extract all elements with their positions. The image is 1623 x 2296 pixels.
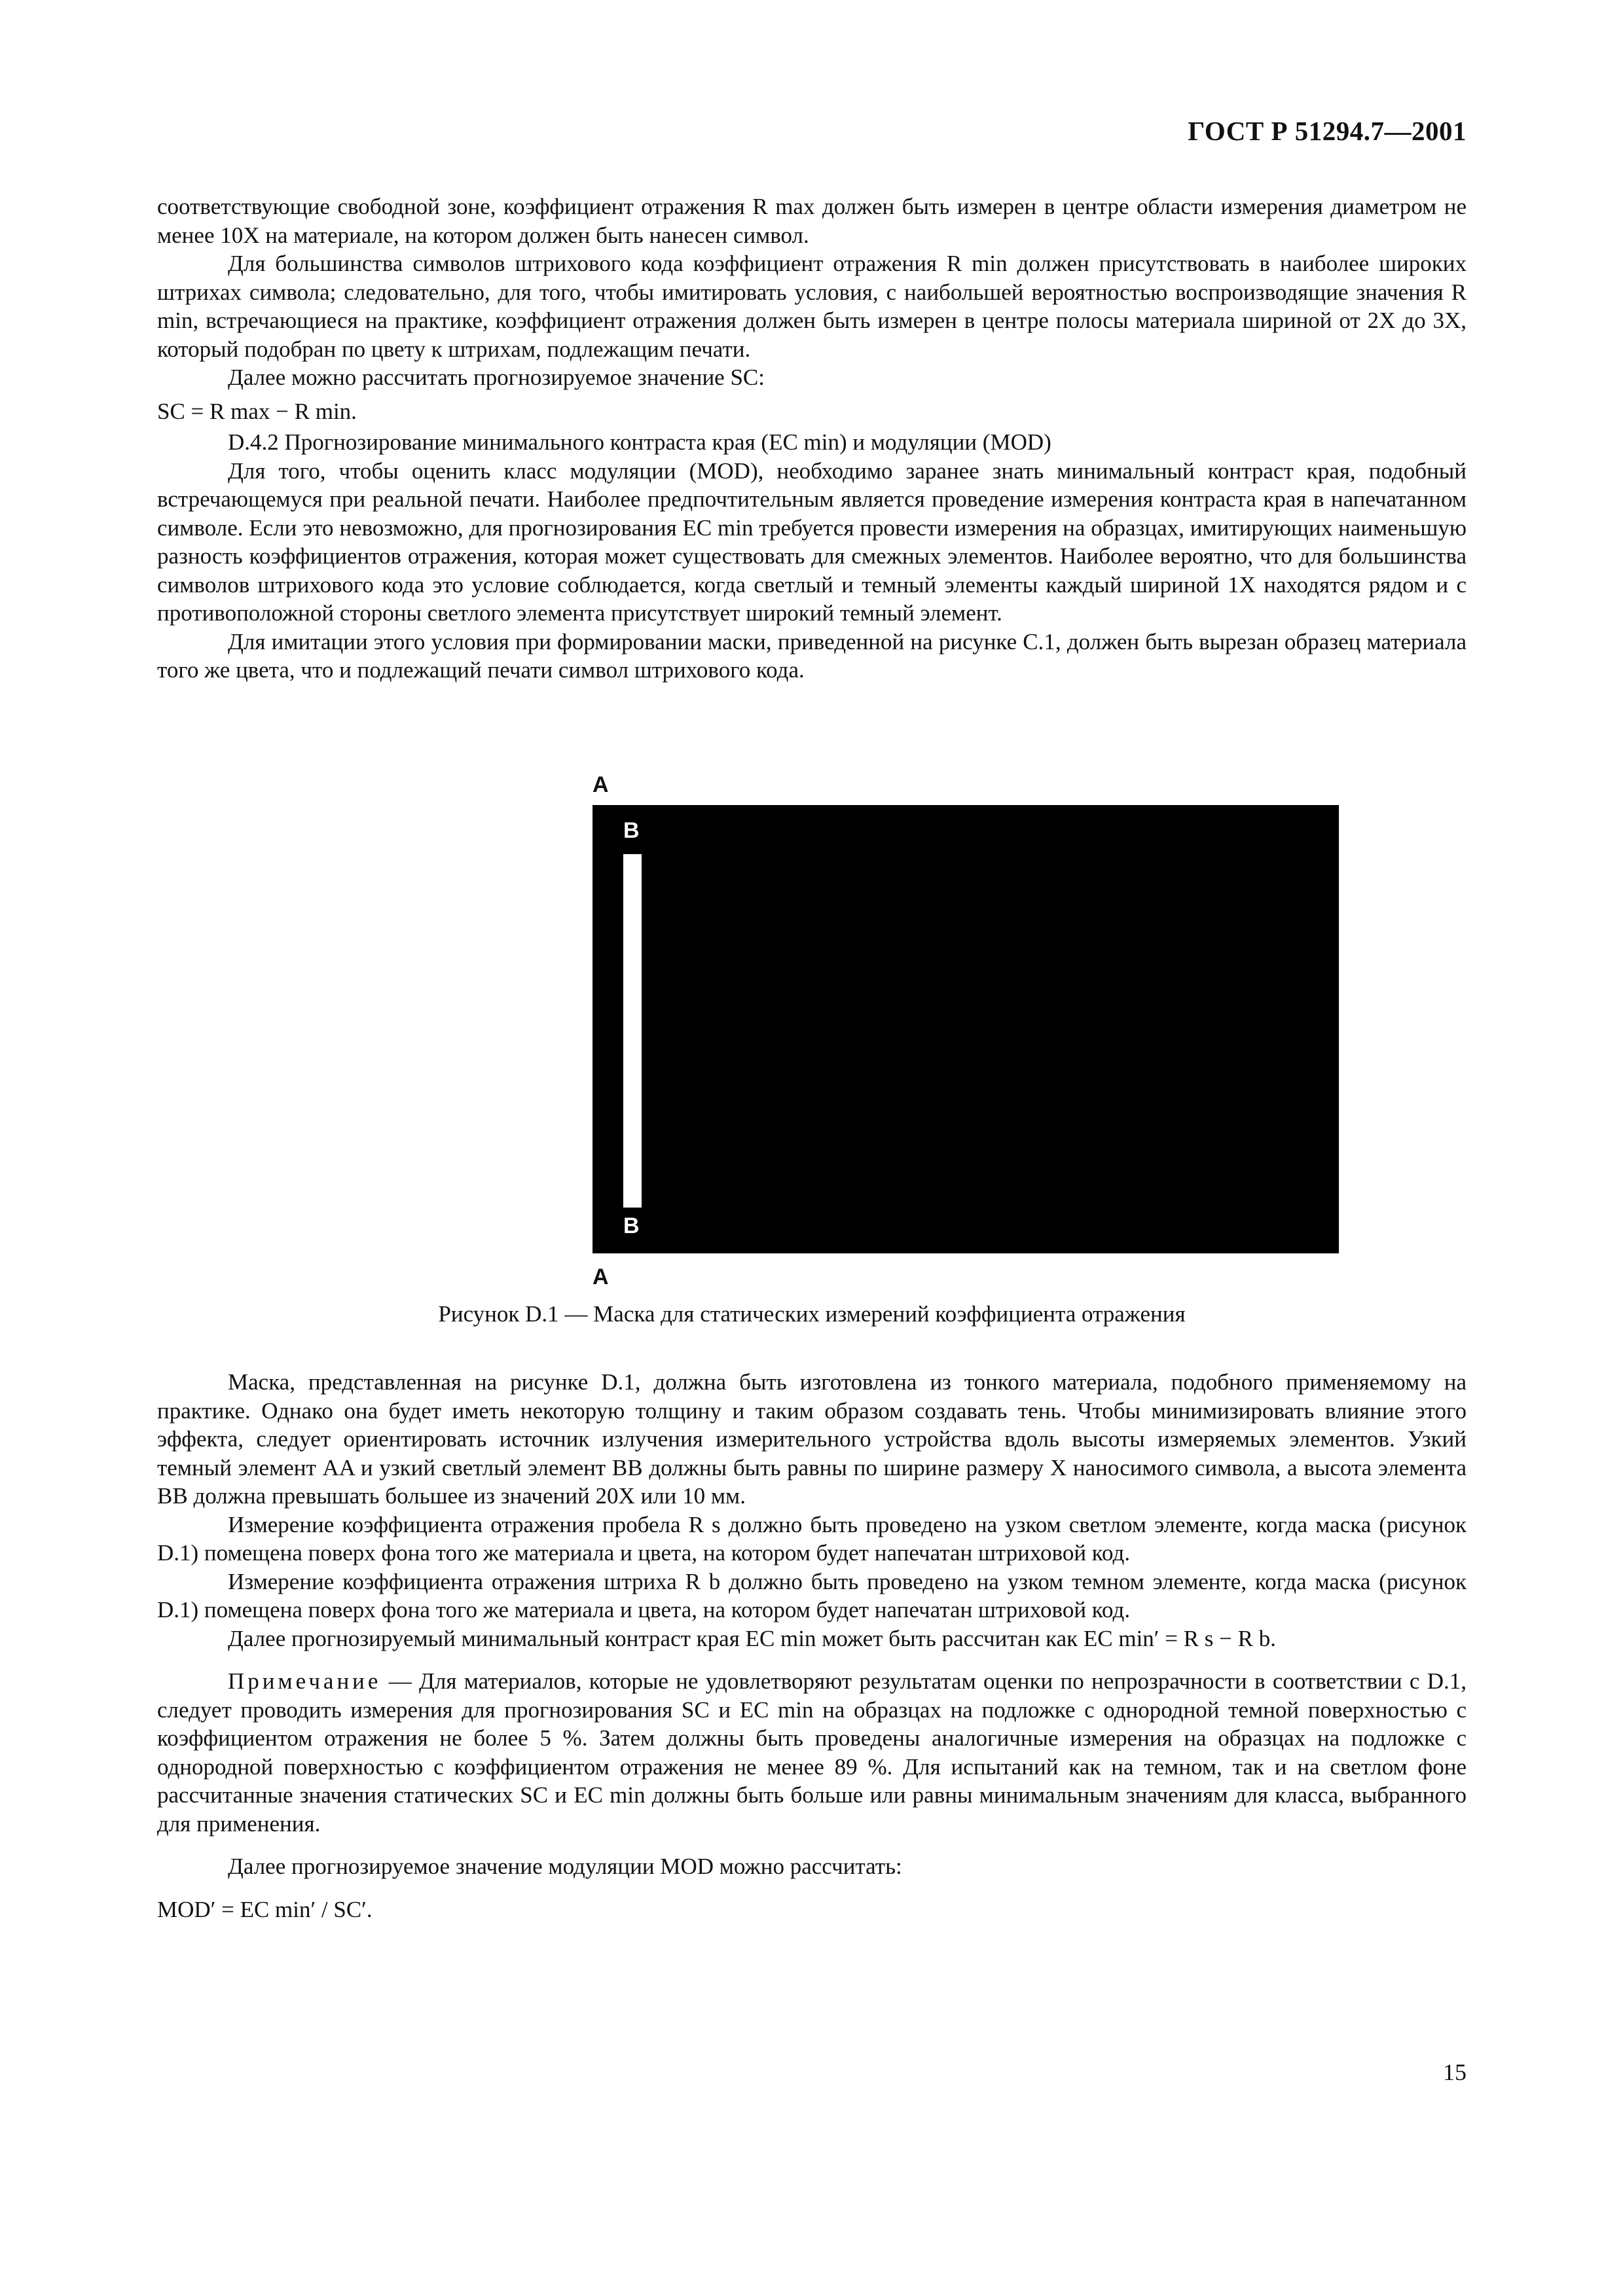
paragraph-mod: Для того, чтобы оценить класс модуляции (MOD), необходимо заранее знать минимальный контраст края, подобный встречающемуся при реальной печати. Наиболее предпочтительным является проведение измерения контраста края в напечатанном символе. Если это невозможно, для прогнозирования EC min требуется провести измерения на образцах, имитирующих наименьшую разность коэффициентов отражения, которая может существовать для смежных элементов. Наиболее вероятно, что для большинства символов штрихового кода это условие соблюдается, когда светлый и темный элементы каждый шириной 1X находятся рядом и с противоположной стороны светлого элемента присутствует широкий темный элемент. [157,457,1467,626]
paragraph-rmax: соответствующие свободной зоне, коэффициент отражения R max должен быть измерен в центре области измерения диаметром не менее 10X на материале, на котором должен быть нанесен символ. [157,194,1467,248]
label-a-top: A [593,772,609,797]
paragraph-rb: Измерение коэффициента отражения штриха R b должно быть проведено на узком темном элементе, когда маска (рисунок D.1) помещена поверх фона того же материала и цвета, на котором будет напечатан штриховой код. [157,1568,1467,1623]
page-number: 15 [1443,2059,1467,2085]
narrow-light-element-bb [623,854,642,1208]
document-page [157,0,1467,2296]
text-block-upper [157,192,1467,685]
paragraph-rmin: Для большинства символов штрихового кода коэффициент отражения R min должен присутствовать в наиболее широких штрихах символа; следовательно, для того, чтобы имитировать условия, с наибольшей вероятностью воспроизводящие значения R min, встречающиеся на практике, коэффициент отражения должен быть измерен в центре полосы материала шириной от 2X до 3X, который подобран по цвету к штрихам, подлежащим печати. [157,251,1467,362]
standard-header: ГОСТ Р 51294.7—2001 [1188,116,1467,146]
mask-dark-area [593,805,1339,1253]
section-heading-d42: D.4.2 Прогнозирование минимального контраста края (EC min) и модуляции (MOD) [228,429,1051,455]
formula-mod: MOD′ = EC min′ / SC′. [157,1896,373,1922]
note-text: — Для материалов, которые не удовлетворяют результатам оценки по непрозрачности в соответствии с D.1, следует проводить измерения для прогнозирования SC и EC min на образцах на подложке с однородной темной поверхностью с коэффициентом отражения не более 5 %. Затем должны быть проведены аналогичные измерения на образцах на подложке с однородной поверхностью с коэффициентом отражения не менее 89 %. Для испытаний как на темном, так и на светлом фоне рассчитанные значения статических SC и EC min должны быть больше или равны минимальным значениям для класса, выбранного для применения. [157,1668,1467,1837]
paragraph-rs: Измерение коэффициента отражения пробела R s должно быть проведено на узком светлом элементе, когда маска (рисунок D.1) помещена поверх фона того же материала и цвета, на котором будет напечатан штриховой код. [157,1511,1467,1566]
text-block-lower [157,1368,1467,1926]
paragraph-mask-cut: Для имитации этого условия при формировании маски, приведенной на рисунке С.1, должен быть вырезан образец материала того же цвета, что и подлежащий печати символ штрихового кода. [157,628,1467,683]
label-b-bottom: B [623,1213,640,1238]
note-label: Примечание [228,1668,382,1694]
label-b-top: B [623,818,640,843]
figure-d1-mask [432,766,1218,1289]
note-paragraph [157,1667,1467,1838]
paragraph-mod-calc: Далее прогнозируемое значение модуляции MOD можно рассчитать: [228,1854,902,1879]
paragraph-mask-description: Маска, представленная на рисунке D.1, должна быть изготовлена из тонкого материала, подобного применяемому на практике. Однако она будет иметь некоторую толщину и таким образом создавать тень. Чтобы минимизировать влияние этого эффекта, следует ориентировать источник излучения измерительного устройства вдоль высоты измеряемых элементов. Узкий темный элемент AA и узкий светлый элемент BB должны быть равны по ширине размеру X наносимого символа, а высота элемента BB должна превышать большее из значений 20X или 10 мм. [157,1369,1467,1509]
paragraph-sc-intro: Далее можно рассчитать прогнозируемое значение SC: [228,365,765,390]
figure-caption: Рисунок D.1 — Маска для статических измерений коэффициента отражения [438,1301,1186,1327]
paragraph-ecmin: Далее прогнозируемый минимальный контраст края EC min может быть рассчитан как EC min′ = R s − R b. [228,1625,1276,1651]
formula-sc: SC = R max − R min. [157,398,357,424]
label-a-bottom: A [593,1265,609,1289]
